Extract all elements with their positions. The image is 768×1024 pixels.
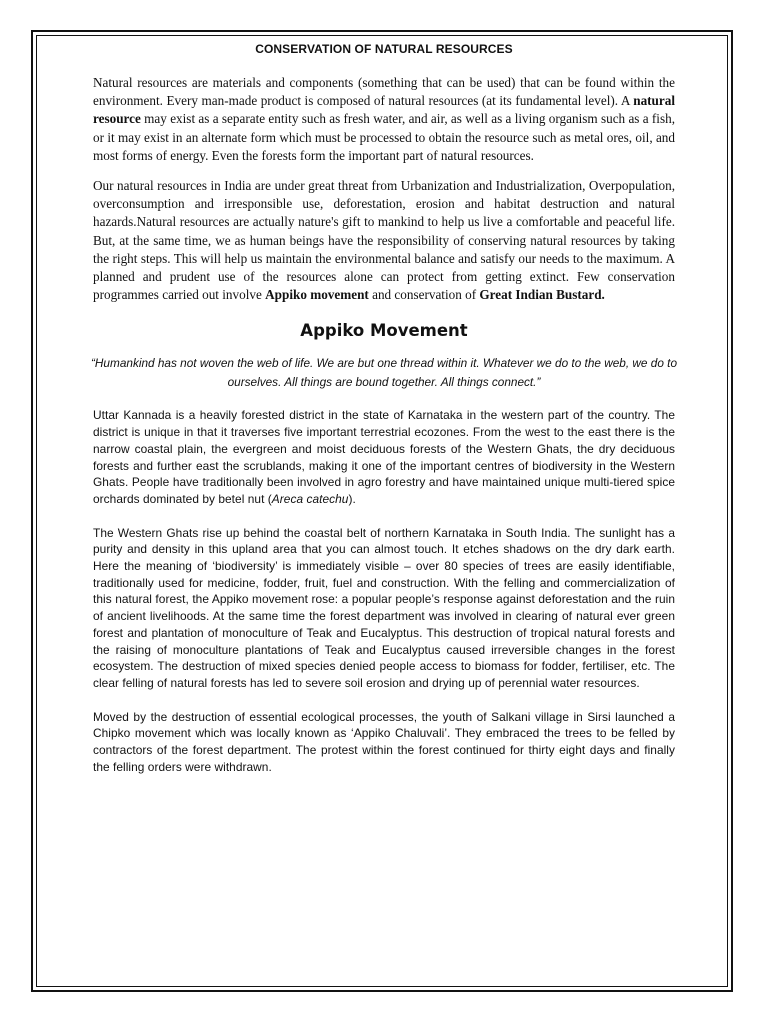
- section-p1-text-a: Uttar Kannada is a heavily forested district in the state of Karnataka in the western part of the country. The district is unique in that it traverses five important terrestrial ecozones. From the west to the east there is the narrow coastal plain, the evergreen and moist deciduous forests of the Western Ghats, the dry deciduous forests and further east the scrublands, making it one of the important centres of biodiversity in the Western Ghats. People have traditionally been involved in agro forestry and have maintained unique multi-tiered spice orchards dominated by betel nut (: [93, 408, 675, 506]
- intro-p2-bold-bustard: Great Indian Bustard.: [479, 287, 605, 303]
- section-p1-text-b: ).: [348, 491, 356, 506]
- section-paragraph-3: Moved by the destruction of essential ecological processes, the youth of Salkani village in Sirsi launched a Chipko movement which was locally known as ‘Appiko Chaluvali’. They embraced the trees to be felled by contractors of the forest department. The protest within the forest continued for thirty eight days and finally the felling orders were withdrawn.: [93, 709, 675, 774]
- intro-paragraph-2: [93, 177, 675, 304]
- section-paragraph-2: The Western Ghats rise up behind the coastal belt of northern Karnataka in South India. The sunlight has a purity and density in this upland area that you can almost touch. It etches shadows on the dry dark earth. Here the meaning of ‘biodiversity’ is immediately visible – over 80 species of trees are easily identifiable, traditionally used for medicine, fodder, fruit, fuel and construction. With the felling and commercialization of this natural forest, the Appiko movement rose: a popular people’s response against deforestation and the ruin of ancient livelihoods. At the same time the forest department was involved in clearing of natural ever green forest and plantation of monoculture of Teak and Eucalyptus. This destruction of tropical natural forests and the raising of monoculture plantations of Teak and Eucalyptus caused irreversible changes in the forest ecosystem. The destruction of mixed species denied people access to biomass for fodder, fertiliser, etc. The clear felling of natural forests has led to severe soil erosion and drying up of perennial water resources.: [93, 525, 675, 690]
- section-heading: Appiko Movement: [300, 321, 468, 341]
- intro-p1-bold-term: natural resource: [93, 93, 675, 127]
- intro-paragraph-1: [93, 74, 675, 165]
- document-title: CONSERVATION OF NATURAL RESOURCES: [255, 42, 513, 56]
- section-quote: “Humankind has not woven the web of life. We are but one thread within it. Whatever we do to the web, we do to ourselves. All things are bound together. All things connect.”: [90, 356, 678, 389]
- intro-p2-text-a: Our natural resources in India are under great threat from Urbanization and Industrialization, Overpopulation, overconsumption and irresponsible use, deforestation, erosion and habitat destruction and natural hazards.Natural resources are actually nature's gift to mankind to help us live a comfortable and peaceful life. But, at the same time, we as human beings have the responsibility of conserving natural resources by taking the right steps. This will help us maintain the environmental balance and satisfy our needs to the maximum. A planned and prudent use of the resources alone can protect from getting extinct. Few conservation programmes carried out involve: [93, 178, 675, 303]
- intro-p1-text-b: may exist as a separate entity such as fresh water, and air, as well as a living organism such as a fish, or it may exist in an alternate form which must be processed to obtain the resource such as metal ores, oil, and most forms of energy. Even the forests form the important part of natural resources.: [93, 111, 675, 163]
- document-content: [90, 38, 678, 776]
- intro-p2-bold-appiko: Appiko movement: [265, 287, 369, 303]
- intro-p1-text-a: Natural resources are materials and components (something that can be used) that can be found within the environment. Every man-made product is composed of natural resources (at its fundamental level). A: [93, 75, 675, 109]
- section-p1-italic-species: Areca catechu: [271, 491, 349, 506]
- intro-p2-text-b: and conservation of: [368, 287, 480, 303]
- section-paragraph-1: [93, 407, 675, 507]
